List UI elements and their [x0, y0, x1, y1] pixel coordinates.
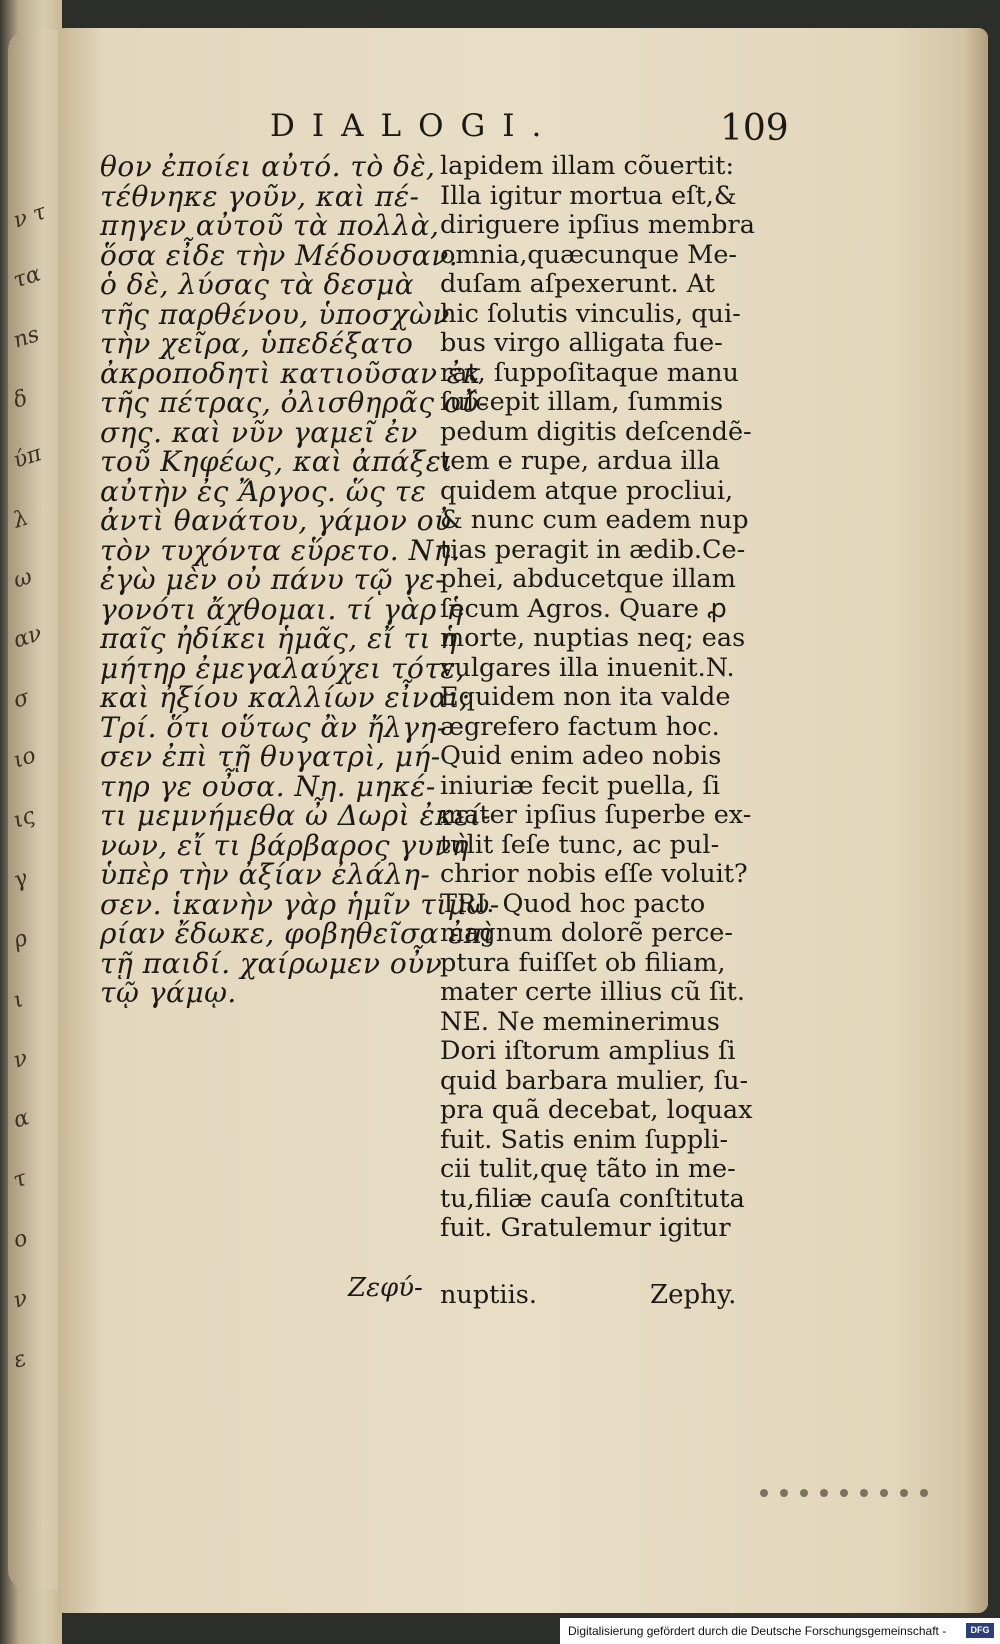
text-line: cii tulit,quę tãto in me-	[440, 1154, 736, 1184]
digitization-footer	[560, 1618, 1000, 1644]
text-line: ptura fuiſſet ob filiam,	[440, 947, 726, 978]
text-line: Dori iſtorum amplius ſi	[440, 1036, 736, 1066]
text-line: σεν ἐπὶ τῇ θυγατρὶ, μή-	[100, 740, 441, 773]
page-fragment: ις	[10, 803, 39, 834]
text-line: & nunc cum eadem nup	[440, 505, 749, 535]
text-line: αὐτὴν ἐς Ἄργος. ὥς τε	[100, 474, 427, 508]
text-line: morte, nuptias neq; eas	[440, 623, 746, 653]
text-line: Illa igitur mortua eſt,&	[440, 180, 737, 211]
latin-final-line: nuptiis.	[440, 1280, 537, 1310]
text-line: ἀκροποδητὶ κατιοῦσαν ἐκ	[100, 356, 482, 390]
page-fragment: ν	[10, 1045, 31, 1074]
text-line: τῆς παρθένου, ὑποσχὼν	[100, 297, 450, 331]
text-line: γονότι ἄχθομαι. τί γὰρ ἡ	[100, 592, 464, 626]
text-line: μήτηρ ἐμεγαλαύχει τότε,	[100, 651, 466, 685]
text-line: omnia,quæcunque Me-	[440, 239, 738, 270]
text-line: ὅσα εἶδε τὴν Μέδουσαν.	[100, 238, 459, 272]
text-line: πηγεν αὐτοῦ τὰ πολλὰ,	[100, 209, 440, 242]
text-line: iniuriæ fecit puella, ſi	[440, 770, 721, 801]
page-fragment: τα	[10, 261, 44, 294]
text-line: phei, abducetque illam	[440, 564, 736, 594]
text-line: NE. Ne meminerimus	[440, 1006, 720, 1037]
text-line: σεν. ἱκανὴν γὰρ ἡμῖν τιμω-	[100, 887, 500, 921]
page-fragment: αν	[10, 621, 45, 654]
text-line: pedum digitis deſcendẽ-	[440, 416, 752, 447]
text-line: ὁ δὲ, λύσας τὰ δεσμὰ	[100, 268, 415, 301]
text-line: Τρί. ὅτι οὕτως ἂν ἤλγη-	[100, 710, 447, 744]
text-line: τῇ παιδί. χαίρωμεν οὖν	[100, 946, 443, 980]
footer-text: Digitalisierung gefördert durch die Deutsche Forschungsgemeinschaft -	[568, 1624, 947, 1638]
text-line: mater ipſius ſuperbe ex-	[440, 800, 752, 830]
page-fragment: ν	[10, 1285, 31, 1314]
text-line: quid barbara mulier, ſu-	[440, 1065, 749, 1096]
text-line: tias peragit in ædib.Ce-	[440, 534, 746, 565]
text-line: Quid enim adeo nobis	[440, 741, 722, 771]
text-line: diriguere ipſius membra	[440, 210, 755, 240]
text-line: Equidem non ita valde	[440, 682, 731, 712]
greek-catchword: Ζεφύ-	[348, 1273, 423, 1303]
text-line: duſam aſpexerunt. At	[440, 269, 715, 299]
text-line: τὴν χεῖρα, ὑπεδέξατο	[100, 327, 414, 360]
text-line: tulit ſeſe tunc, ac pul-	[440, 829, 720, 860]
text-line: νων, εἴ τι βάρβαρος γυνὴ	[100, 828, 470, 862]
page-fragment: σ	[10, 685, 33, 714]
page-fragment: ns	[10, 321, 43, 354]
text-line: τι μεμνήμεθα ὦ Δωρὶ ἐκεί-	[100, 799, 491, 832]
page-fragment: ιο	[10, 743, 39, 774]
page-edge-shadow	[964, 28, 988, 1613]
page-fragment: ύπ	[10, 441, 45, 474]
text-line: vulgares illa inuenit.N.	[440, 652, 735, 683]
text-line: pra quã decebat, loquax	[440, 1095, 753, 1125]
page-number: 109	[720, 108, 789, 149]
running-header: DIALOGI.	[270, 108, 559, 144]
text-line: rat, ſuppoſitaque manu	[440, 357, 739, 388]
text-line: TRI. Quod hoc pacto	[440, 888, 706, 919]
latin-text-column	[440, 151, 755, 1244]
text-line: fuit. Gratulemur igitur	[440, 1213, 731, 1243]
page-fragment: λ	[10, 505, 32, 534]
greek-text-column	[100, 150, 500, 1009]
text-line: ſuſcepit illam, ſummis	[440, 387, 724, 417]
text-line: ρίαν ἔδωκε, φοβηθεῖσα ἐπὶ	[100, 917, 495, 950]
page-fragment: γ	[10, 865, 31, 894]
text-line: chrior nobis eſſe voluit?	[440, 859, 748, 889]
text-line: ſecum Agros. Quare ꝓ	[440, 593, 727, 624]
page-fragment: ε	[10, 1346, 30, 1374]
text-line: ἐγὼ μὲν οὐ πάνυ τῷ γε-	[100, 563, 446, 596]
text-line: σης. καὶ νῦν γαμεῖ ἐν	[100, 415, 418, 449]
text-line: tem e rupe, ardua illa	[440, 446, 721, 476]
text-line: ægrefero factum hoc.	[440, 711, 720, 742]
page-fragment: α	[10, 1105, 33, 1134]
text-line: tu,filiæ cauſa conſtituta	[440, 1183, 745, 1214]
text-line: magnum dolorẽ perce-	[440, 918, 734, 948]
page-fragment: ω	[10, 564, 36, 594]
text-line: bus virgo alligata fue-	[440, 328, 723, 358]
text-line: lapidem illam cõuertit:	[440, 151, 735, 181]
text-line: θον ἐποίει αὐτό. τὸ δὲ,	[100, 150, 436, 183]
text-line: τοῦ Κηφέως, καὶ ἀπάξει	[100, 445, 453, 478]
color-calibration-dots	[760, 1485, 960, 1509]
page-fragment: τ	[10, 1165, 30, 1194]
text-line: τηρ γε οὖσα. Νη. μηκέ-	[100, 769, 436, 803]
page-fragment: ι	[10, 987, 27, 1014]
page-fragment: ν τ	[10, 199, 50, 234]
text-line: ἀντὶ θανάτου, γάμον οὐ	[100, 504, 452, 537]
page-fragment: ο	[10, 1225, 31, 1254]
text-line: fuit. Satis enim ſuppli-	[440, 1124, 729, 1155]
page-fragment: δ	[10, 385, 31, 414]
text-line: τέθνηκε γοῦν, καὶ πέ-	[100, 179, 420, 213]
text-line: hic ſolutis vinculis, qui-	[440, 298, 741, 329]
text-line: παῖς ἠδίκει ἡμᾶς, εἴ τι ἡ	[100, 622, 458, 655]
text-line: ὑπὲρ τὴν ἀξίαν ἐλάλη-	[100, 858, 431, 891]
dfg-logo: DFG	[966, 1623, 994, 1638]
text-line: τῷ γάμῳ.	[100, 976, 237, 1009]
text-line: καὶ ἠξίου καλλίων εἶναι;	[100, 681, 470, 714]
text-line: quidem atque procliui,	[440, 475, 734, 506]
page-fragment: ρ	[10, 925, 31, 954]
latin-catchword: Zephy.	[650, 1280, 737, 1310]
text-line: τῆς πέτρας, ὀλισθηρᾶς οὔ-	[100, 386, 489, 419]
text-line: τὸν τυχόντα εὕρετο. Νη.	[100, 533, 461, 567]
text-line: mater certe illius cũ ſit.	[440, 977, 746, 1007]
